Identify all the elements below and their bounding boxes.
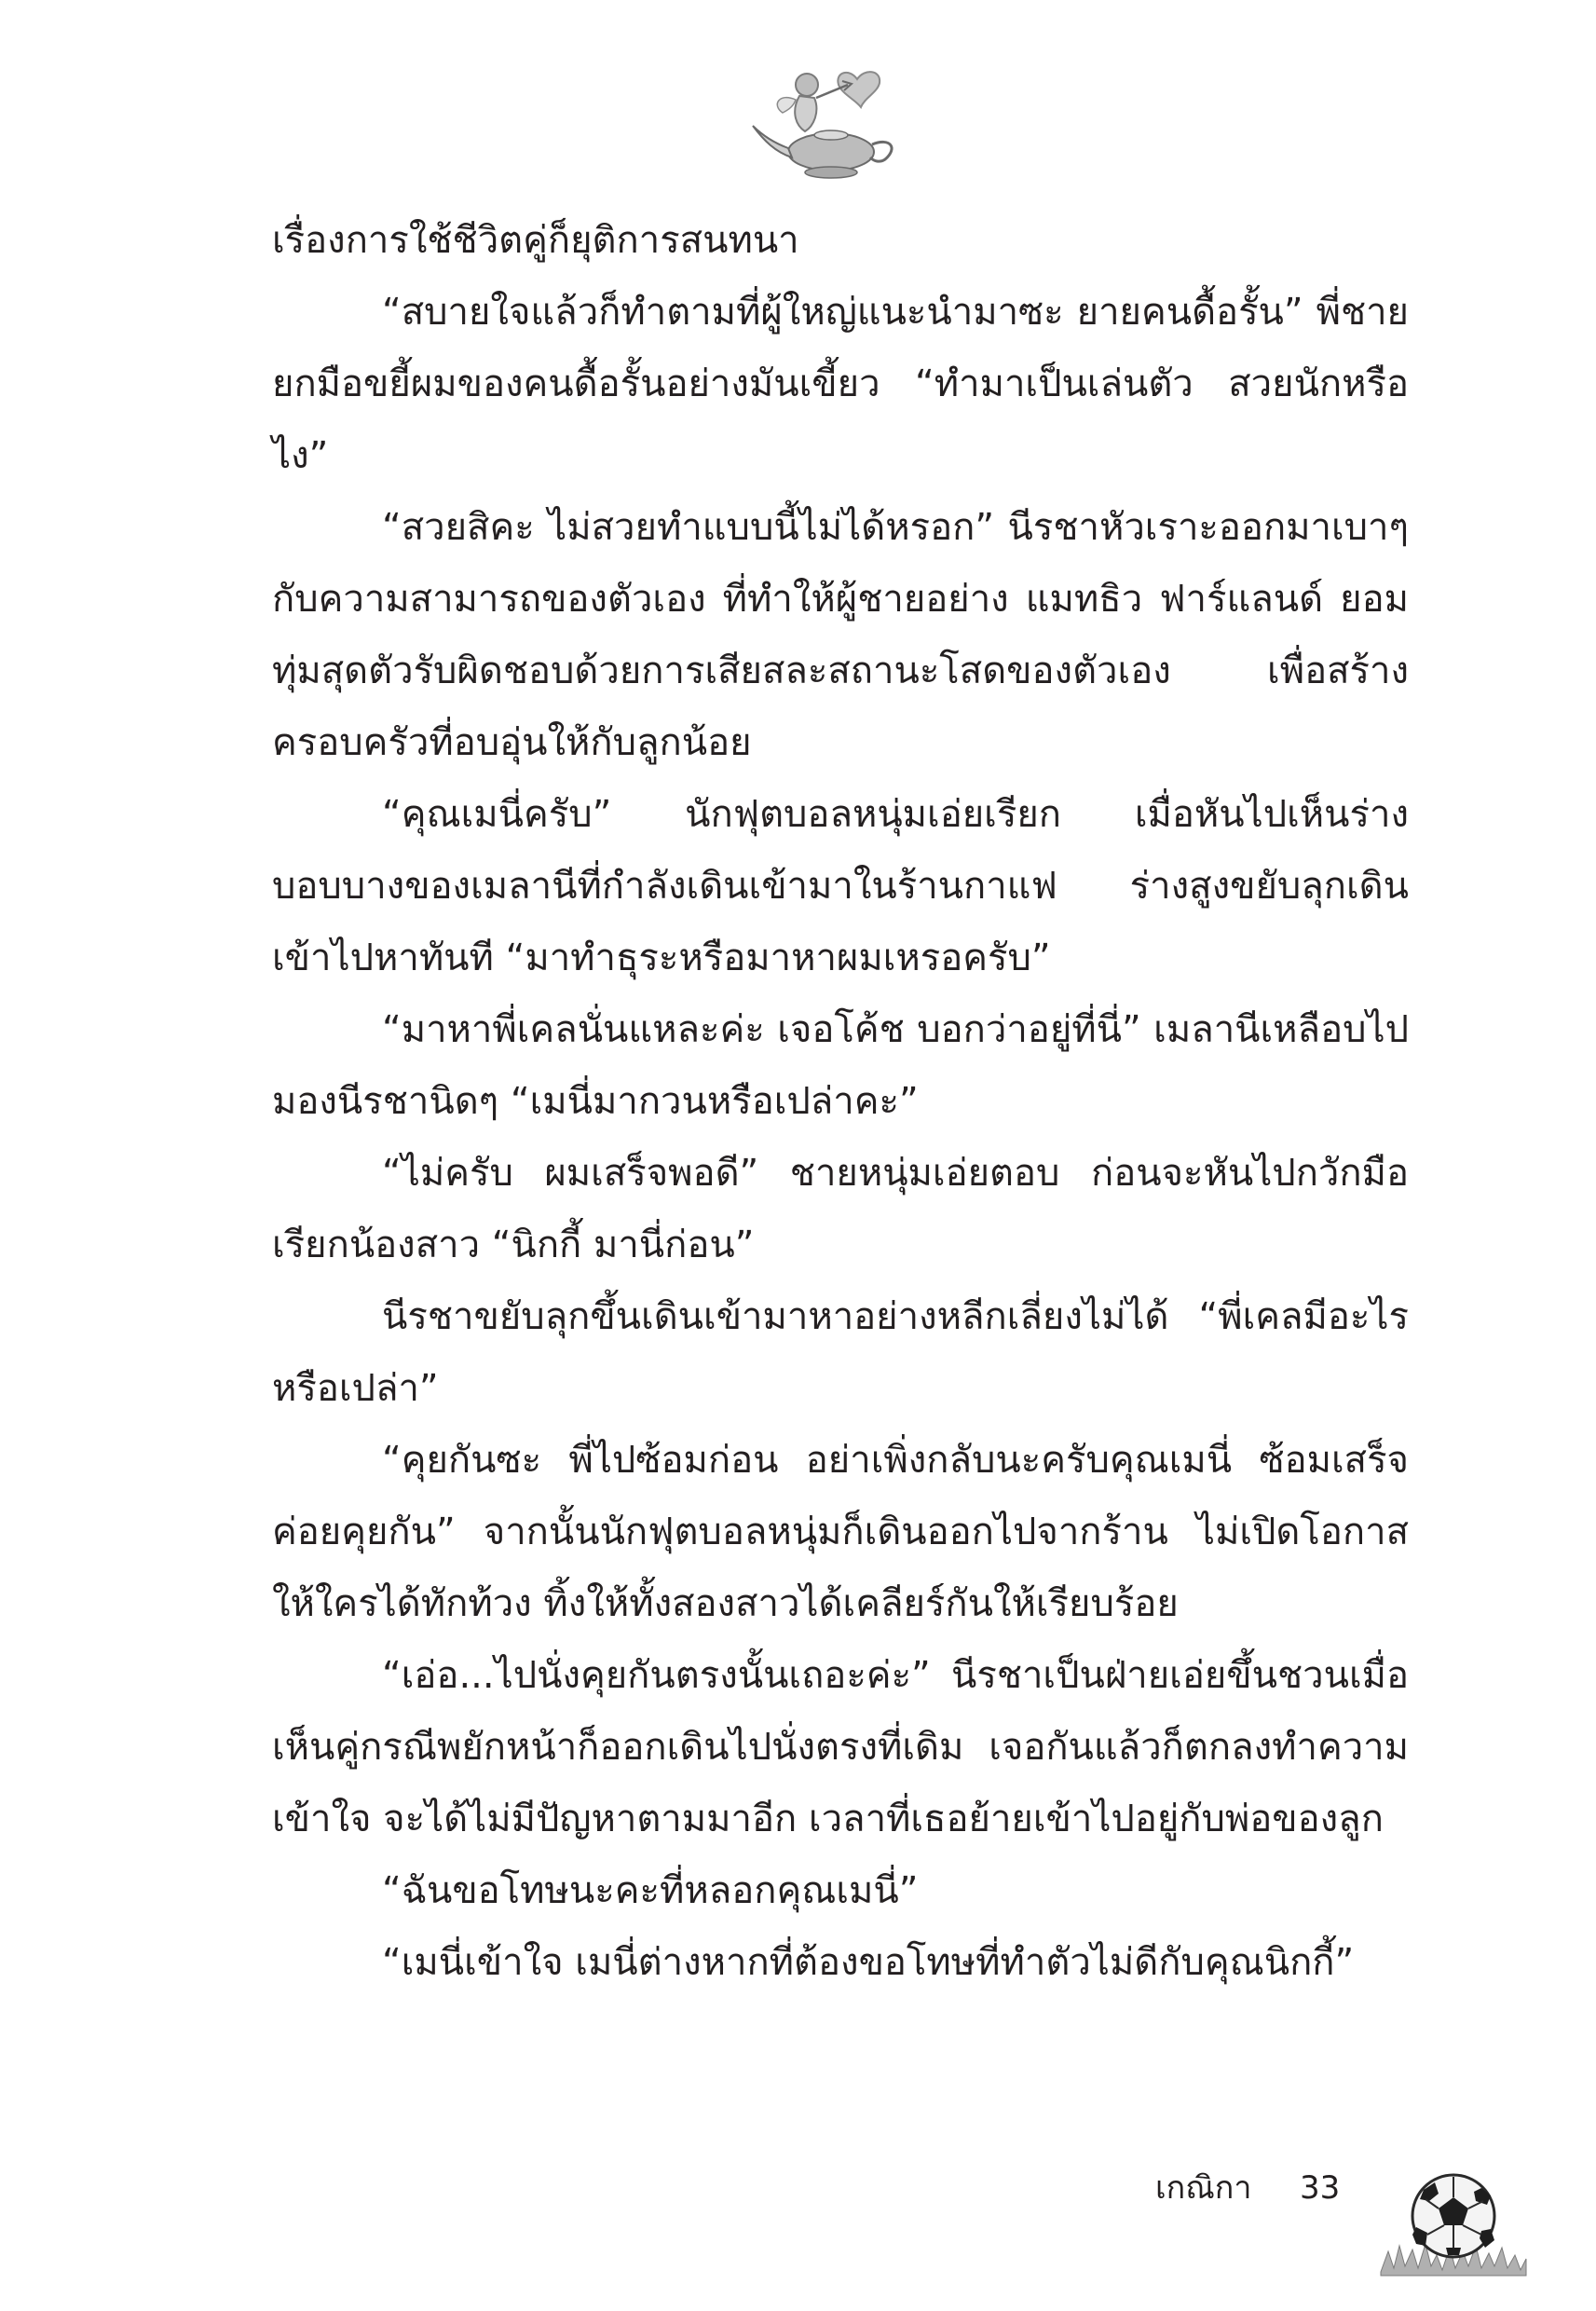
paragraph: นีรชาขยับลุกขึ้นเดินเข้ามาหาอย่างหลีกเลี่ยงไม่ได้ “พี่เคลมีอะไรหรือเปล่า” bbox=[272, 1295, 1409, 1410]
running-title: เกณิกา bbox=[1155, 2169, 1252, 2207]
page-body bbox=[272, 205, 1409, 1999]
page-footer bbox=[1155, 2162, 1547, 2283]
paragraph: “เมนี่เข้าใจ เมนี่ต่างหากที่ต้องขอโทษที่ทำตัวไม่ดีกับคุณนิกกี้” bbox=[382, 1941, 1355, 1984]
paragraph: “สวยสิคะ ไม่สวยทำแบบนี้ไม่ได้หรอก” นีรชาหัวเราะออกมาเบาๆ กับความสามารถของตัวเอง ที่ทำให้ผู้ชายอย่าง แมทธิว ฟาร์แลนด์ ยอมทุ่มสุดตัวรับผิดชอบด้วยการเสียสละสถานะโสดของตัวเอง เพื่อสร้างครอบครัวที่อบอุ่นให้กับลูกน้อย bbox=[272, 506, 1409, 764]
paragraph: “สบายใจแล้วก็ทำตามที่ผู้ใหญ่แนะนำมาซะ ยายคนดื้อรั้น” พี่ชายยกมือขยี้ผมของคนดื้อรั้นอย่างมันเขี้ยว “ทำมาเป็นเล่นตัว สวยนักหรือไง” bbox=[272, 291, 1409, 477]
cupid-teapot-icon bbox=[745, 51, 913, 191]
football-on-grass-icon bbox=[1379, 2162, 1528, 2278]
paragraph: “คุณเมนี่ครับ” นักฟุตบอลหนุ่มเอ่ยเรียก เมื่อหันไปเห็นร่างบอบบางของเมลานีที่กำลังเดินเข้ามาในร้านกาแฟ ร่างสูงขยับลุกเดินเข้าไปหาทันที “มาทำธุระหรือมาหาผมเหรอครับ” bbox=[272, 793, 1409, 979]
paragraph: “ไม่ครับ ผมเสร็จพอดี” ชายหนุ่มเอ่ยตอบ ก่อนจะหันไปกวักมือเรียกน้องสาว “นิกกี้ มานี่ก่อน” bbox=[272, 1152, 1409, 1266]
paragraph: “ฉันขอโทษนะคะที่หลอกคุณเมนี่” bbox=[382, 1869, 919, 1912]
page-number: 33 bbox=[1300, 2169, 1341, 2207]
paragraph: “มาหาพี่เคลนั่นแหละค่ะ เจอโค้ช บอกว่าอยู่ที่นี่” เมลานีเหลือบไปมองนีรชานิดๆ “เมนี่มากวนหรือเปล่าคะ” bbox=[272, 1008, 1409, 1123]
paragraph: “เอ่อ...ไปนั่งคุยกันตรงนั้นเถอะค่ะ” นีรชาเป็นฝ่ายเอ่ยขึ้นชวนเมื่อเห็นคู่กรณีพยักหน้าก็ออกเดินไปนั่งตรงที่เดิม เจอกันแล้วก็ตกลงทำความเข้าใจ จะได้ไม่มีปัญหาตามมาอีก เวลาที่เธอย้ายเข้าไปอยู่กับพ่อของลูก bbox=[272, 1654, 1409, 1840]
paragraph: “คุยกันซะ พี่ไปซ้อมก่อน อย่าเพิ่งกลับนะครับคุณเมนี่ ซ้อมเสร็จค่อยคุยกัน” จากนั้นนักฟุตบอลหนุ่มก็เดินออกไปจากร้าน ไม่เปิดโอกาสให้ใครได้ทักท้วง ทิ้งให้ทั้งสองสาวได้เคลียร์กันให้เรียบร้อย bbox=[272, 1439, 1409, 1625]
paragraph: เรื่องการใช้ชีวิตคู่ก็ยุติการสนทนา bbox=[272, 219, 799, 262]
